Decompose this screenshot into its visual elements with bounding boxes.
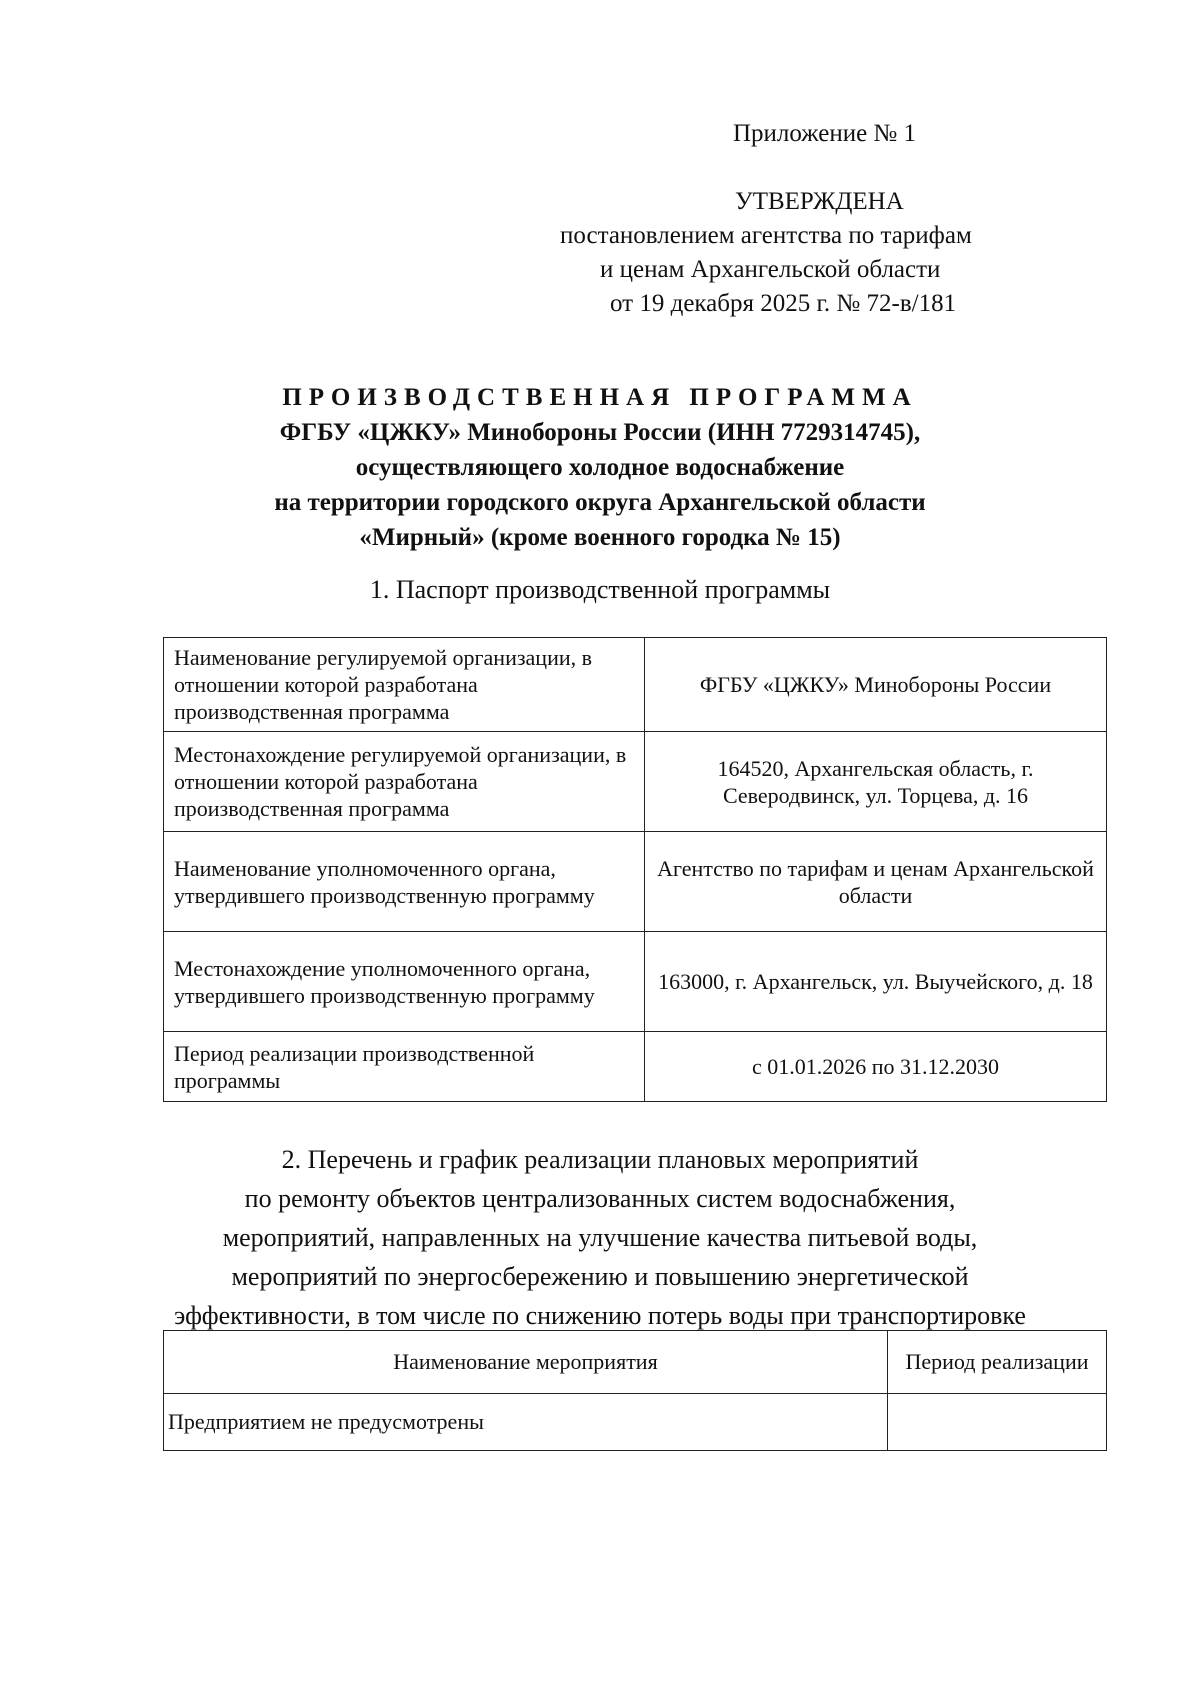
title-line-4: на территории городского округа Архангельской области [274,489,926,516]
passport-table [163,637,1107,1102]
section-2-heading-line-4: мероприятий по энергосбережению и повышению энергетической [231,1262,969,1291]
title-line-1: ПРОИЗВОДСТВЕННАЯ ПРОГРАММА [282,384,918,411]
section-2-heading-line-1: 2. Перечень и график реализации плановых мероприятий [281,1145,919,1174]
passport-value: ФГБУ «ЦЖКУ» Минобороны России [645,638,1107,732]
approval-status: УТВЕРЖДЕНА [735,188,904,215]
events-table [163,1330,1107,1451]
passport-label: Местонахождение регулируемой организации, в отношении которой разработана производственная программа [164,732,645,832]
event-name: Предприятием не предусмотрены [164,1394,888,1451]
title-line-5: «Мирный» (кроме военного городка № 15) [359,524,841,551]
table-row [164,1394,1107,1451]
section-2-heading [150,1140,1050,1335]
approval-line-2: постановлением агентства по тарифам [560,222,972,249]
table-row [164,638,1107,732]
table-row [164,832,1107,932]
document-title [150,380,1050,555]
table-row [164,1032,1107,1102]
column-header-period: Период реализации [888,1331,1107,1394]
table-row [164,932,1107,1032]
title-line-3: осуществляющего холодное водоснабжение [355,454,845,481]
passport-label: Местонахождение уполномоченного органа, утвердившего производственную программу [164,932,645,1032]
passport-value: 164520, Архангельская область, г. Северодвинск, ул. Торцева, д. 16 [645,732,1107,832]
section-2-heading-line-5: эффективности, в том числе по снижению потерь воды при транспортировке [174,1301,1026,1330]
passport-value: 163000, г. Архангельск, ул. Выучейского, д. 18 [645,932,1107,1032]
passport-label: Наименование уполномоченного органа, утвердившего производственную программу [164,832,645,932]
passport-value: Агентство по тарифам и ценам Архангельской области [645,832,1107,932]
table-row [164,732,1107,832]
title-line-2: ФГБУ «ЦЖКУ» Минобороны России (ИНН 7729314745), [279,419,921,446]
appendix-label: Приложение № 1 [733,120,917,147]
column-header-name: Наименование мероприятия [164,1331,888,1394]
approval-block [560,185,1080,321]
section-2-heading-line-2: по ремонту объектов централизованных систем водоснабжения, [244,1184,956,1213]
passport-value: с 01.01.2026 по 31.12.2030 [645,1032,1107,1102]
approval-line-3: и ценам Архангельской области [600,256,941,283]
section-2-heading-line-3: мероприятий, направленных на улучшение качества питьевой воды, [222,1223,978,1252]
approval-date-number: от 19 декабря 2025 г. № 72-в/181 [610,290,957,317]
table-header-row [164,1331,1107,1394]
section-1-heading: 1. Паспорт производственной программы [369,575,831,604]
passport-label: Период реализации производственной программы [164,1032,645,1102]
passport-label: Наименование регулируемой организации, в отношении которой разработана производственная программа [164,638,645,732]
event-period [888,1394,1107,1451]
